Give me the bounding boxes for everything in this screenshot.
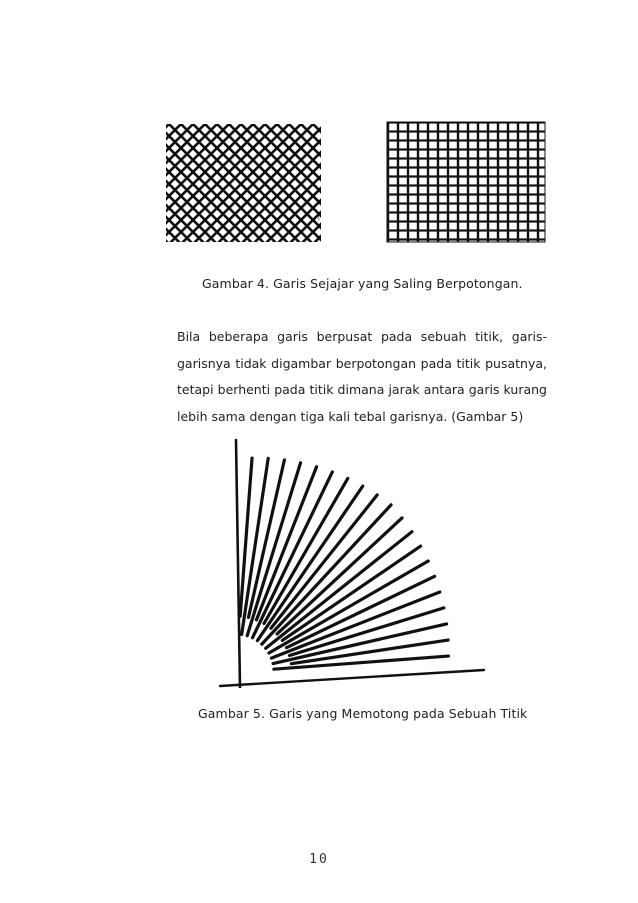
figure-4-svg [163, 118, 548, 246]
radial-line [290, 608, 444, 656]
horizontal-axis-line [220, 670, 484, 686]
page-number: 10 [309, 852, 329, 867]
radial-line [271, 495, 377, 628]
radial-lines-figure [216, 432, 492, 688]
diagonal-crosshatch [166, 124, 321, 242]
radial-line [240, 458, 252, 616]
body-paragraph: Bila beberapa garis berpusat pada sebuah titik, garis-garisnya tidak digambar berpotongan pada titik pusatnya, tetapi berhenti pada titik dimana jarak antara garis kurang lebih sama dengan tiga kali tebal garisnya. (Gambar 5) [177, 329, 547, 424]
figure-5-caption: Gambar 5. Garis yang Memotong pada Sebuah Titik [198, 706, 528, 721]
vertical-axis-line [236, 440, 240, 688]
perpendicular-grid [387, 122, 545, 242]
figure-4-caption: Gambar 4. Garis Sejajar yang Saling Berpotongan. [202, 276, 523, 291]
radial-line [291, 640, 448, 664]
svg-text:ι: ι [318, 215, 321, 222]
radial-line [277, 518, 402, 634]
figure-5-image [216, 432, 492, 688]
figure-4-images [163, 118, 548, 246]
